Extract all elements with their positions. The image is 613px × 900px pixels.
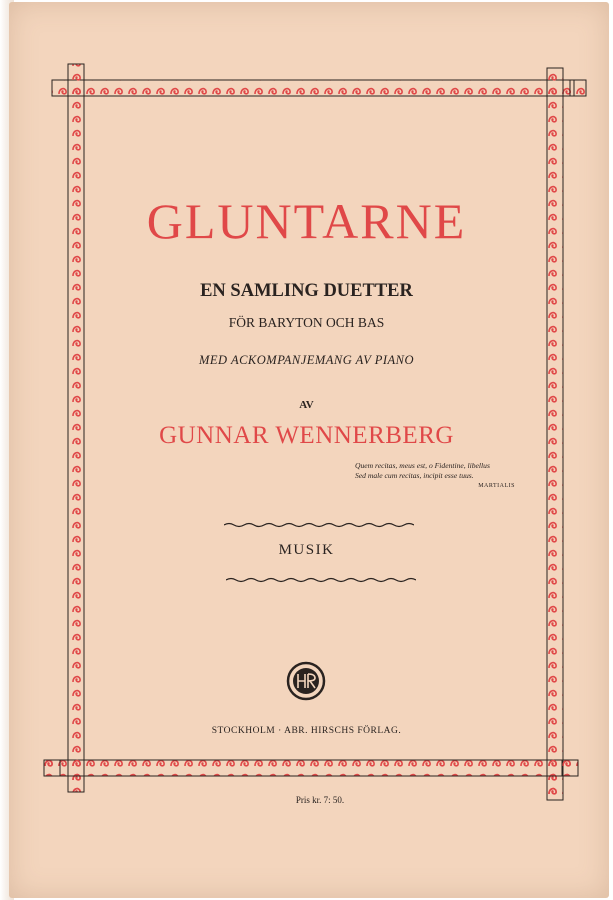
book-title: GLUNTARNE <box>146 193 467 249</box>
quote-line-1: Quem recitas, meus est, o Fidentine, libellus <box>355 461 490 470</box>
divider-top-line <box>224 521 414 529</box>
book-subtitle: EN SAMLING DUETTER <box>200 281 413 301</box>
quote-line-2: Sed male cum recitas, incipit esse tuus. <box>355 471 474 480</box>
section-label: MUSIK <box>278 542 335 558</box>
divider-bottom-line <box>226 576 416 584</box>
accompaniment-line: MED ACKOMPANJEMANG AV PIANO <box>198 353 415 367</box>
composer-name: GUNNAR WENNERBERG <box>159 422 454 449</box>
voices-line: FÖR BARYTON OCH BAS <box>228 315 385 330</box>
by-label: AV <box>299 399 314 411</box>
quote-attribution: MARTIALIS <box>478 483 515 489</box>
epigraph-quote <box>355 461 515 491</box>
publisher-logo-icon <box>286 660 326 702</box>
publisher-line: STOCKHOLM · ABR. HIRSCHS FÖRLAG. <box>211 726 402 736</box>
price-label: Pris kr. 7: 50. <box>295 795 345 805</box>
